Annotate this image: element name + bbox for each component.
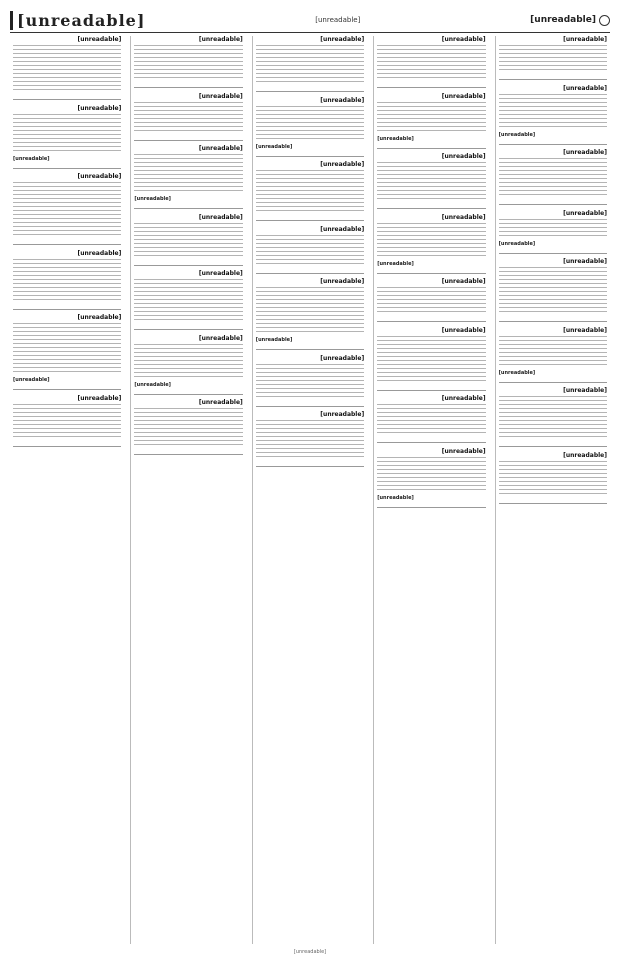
newspaper-logo: [unreadable] [10,11,145,30]
notice-title: [unreadable] [320,36,365,43]
notice-title: [unreadable] [198,334,243,342]
date-line: [unreadable] [315,16,361,24]
notice [377,278,485,315]
notice-title: [unreadable] [441,92,486,100]
notice-body-text [256,364,364,400]
notice-body-text [134,223,242,259]
masthead [10,8,610,33]
notice-divider [13,99,121,100]
notice-body-text [256,170,364,214]
notice-signature: [unreadable] [498,240,536,247]
notice-divider [13,389,121,390]
notice [134,214,242,259]
notice-title: [unreadable] [563,84,607,92]
notice-title: [unreadable] [441,153,486,160]
notice-body-text [13,259,121,303]
notice [256,97,364,150]
notice [377,327,485,384]
notice [499,258,607,315]
section-mark-icon [599,15,610,26]
notice-title: [unreadable] [77,173,122,180]
notice [377,214,485,267]
notice-divider [256,220,364,221]
notice-divider [499,503,607,504]
column-2 [373,36,488,944]
notice [13,314,121,383]
notice-body-text [499,267,607,315]
notice-signature: [unreadable] [12,377,50,383]
notice-title: [unreadable] [77,104,122,112]
notice [134,335,242,388]
notice-body-text [499,45,607,73]
notice-title: [unreadable] [77,36,122,43]
notice-title: [unreadable] [441,447,486,455]
notice [134,270,242,323]
notice-title: [unreadable] [198,213,243,221]
notice [377,395,485,436]
notice [13,105,121,162]
notice-body-text [13,404,121,440]
notice [499,36,607,73]
column-4 [130,36,245,944]
notice-divider [13,309,121,310]
notice-body-text [499,219,607,239]
notice-body-text [377,223,485,259]
footer-note: [unreadable] [293,949,327,955]
notice [134,93,242,134]
notice-divider [134,394,242,395]
notice-body-text [256,420,364,460]
notice-signature: [unreadable] [255,143,293,150]
notice-title: [unreadable] [198,145,243,152]
notice-divider [499,321,607,322]
notice-body-text [13,323,121,375]
notice-title: [unreadable] [563,149,607,156]
notice [256,411,364,460]
notice [377,36,485,81]
notice [256,355,364,400]
notice-divider [256,466,364,467]
notice-divider [134,265,242,266]
notice-title: [unreadable] [198,270,243,277]
notice-title: [unreadable] [320,278,365,285]
notice-divider [377,390,485,391]
notice-divider [377,321,485,322]
notice [134,36,242,81]
notice [134,399,242,448]
notice-divider [134,454,242,455]
notice-title: [unreadable] [563,209,607,217]
notice-title: [unreadable] [441,395,486,402]
notice-title: [unreadable] [320,96,365,104]
column-1 [495,36,610,944]
notice [134,145,242,202]
notice-title: [unreadable] [198,36,243,43]
notice-divider [13,446,121,447]
notice-divider [499,446,607,447]
notice [499,452,607,497]
notice-title: [unreadable] [563,36,607,43]
notice [13,36,121,93]
notice-body-text [256,106,364,142]
notice-title: [unreadable] [198,92,243,100]
column-3 [252,36,367,944]
notice-signature: [unreadable] [255,337,293,343]
notice [13,250,121,303]
notice-columns [10,36,610,944]
notice-signature: [unreadable] [498,131,536,138]
notice-body-text [256,45,364,85]
notice [499,327,607,376]
notice-body-text [377,457,485,493]
notice-body-text [134,154,242,194]
notice-body-text [134,279,242,323]
notice-divider [499,382,607,383]
notice-body-text [134,45,242,81]
notice-divider [377,507,485,508]
notice-signature: [unreadable] [134,196,171,202]
notice-title: [unreadable] [563,451,607,459]
notice [256,278,364,343]
section-label [530,15,610,26]
notice-title: [unreadable] [320,411,365,418]
notice-title: [unreadable] [441,213,486,221]
section-name: [unreadable] [530,15,596,25]
notice [377,153,485,202]
notice [256,226,364,267]
notice-body-text [377,162,485,202]
notice [499,85,607,138]
notice-signature: [unreadable] [377,494,414,501]
notice-title: [unreadable] [77,314,122,321]
notice-body-text [256,235,364,267]
notice-title: [unreadable] [77,394,122,402]
notice-body-text [377,336,485,384]
notice-title: [unreadable] [198,399,243,406]
notice-divider [256,156,364,157]
notice-body-text [134,344,242,380]
notice-divider [377,442,485,443]
notice-body-text [377,102,485,134]
notice-divider [377,148,485,149]
notice-body-text [499,396,607,440]
notice [256,36,364,85]
notice [499,387,607,440]
notice-title: [unreadable] [441,326,486,334]
notice-divider [134,87,242,88]
notice-divider [499,253,607,254]
notice-divider [377,208,485,209]
notice-divider [499,204,607,205]
notice [499,149,607,198]
notice-body-text [13,45,121,93]
notice-body-text [13,182,121,238]
notice-divider [377,273,485,274]
notice [13,173,121,238]
notice-title: [unreadable] [320,354,365,362]
notice-divider [256,349,364,350]
notice-signature: [unreadable] [498,369,536,376]
notice-body-text [256,287,364,335]
notice-body-text [13,114,121,154]
notice-title: [unreadable] [320,161,365,168]
notice-title: [unreadable] [320,225,365,233]
notice-body-text [134,408,242,448]
notice-divider [13,244,121,245]
notice-divider [256,273,364,274]
notice [256,161,364,214]
notice-title: [unreadable] [563,258,607,265]
notice-divider [134,208,242,209]
notice-body-text [377,287,485,315]
notice-signature: [unreadable] [377,260,414,267]
notice-divider [13,168,121,169]
notice-body-text [499,158,607,198]
notice-signature: [unreadable] [377,135,414,142]
notice-body-text [499,94,607,130]
notice-divider [499,144,607,145]
notice-body-text [499,461,607,497]
notice-divider [377,87,485,88]
notice-body-text [377,404,485,436]
notice [377,93,485,142]
notice [13,395,121,440]
column-5 [10,36,124,944]
notice-divider [134,140,242,141]
notice-divider [256,406,364,407]
notice-body-text [377,45,485,81]
notice [377,448,485,501]
notice-body-text [134,102,242,134]
notice-body-text [499,336,607,368]
notice-divider [499,79,607,80]
notice-divider [256,91,364,92]
notice-title: [unreadable] [77,249,122,257]
notice-divider [134,329,242,330]
notice-signature: [unreadable] [12,155,50,162]
notice-title: [unreadable] [563,326,607,334]
notice-signature: [unreadable] [134,381,171,388]
notice [499,210,607,247]
notice-title: [unreadable] [441,36,486,43]
notice-title: [unreadable] [563,387,607,394]
notice-title: [unreadable] [441,278,486,285]
